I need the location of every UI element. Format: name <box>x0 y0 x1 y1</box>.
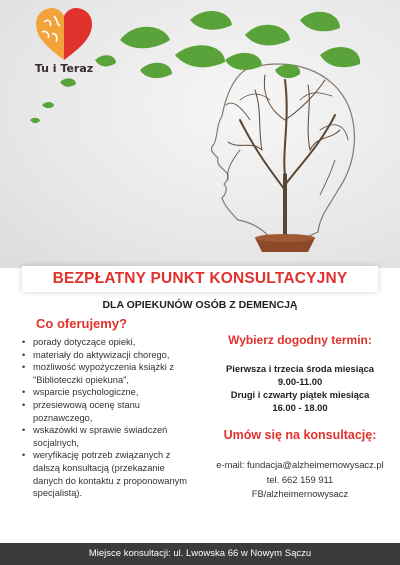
offer-list <box>22 336 194 500</box>
list-item: • możliwość wypożyczenia książki z "Biblioteczki opiekuna", <box>22 361 194 386</box>
contact-info <box>200 458 400 502</box>
schedule-heading: Wybierz dogodny termin: <box>228 333 372 347</box>
list-item: • wsparcie psychologiczne, <box>22 386 194 399</box>
schedule <box>200 362 400 414</box>
offer-heading: Co oferujemy? <box>36 316 128 331</box>
title-banner <box>22 266 378 292</box>
schedule-line-2: Drugi i czwarty piątek miesiąca <box>230 389 370 400</box>
email-text: e-mail: fundacja@alzheimernowysacz.pl <box>216 459 384 470</box>
heart-brain-icon <box>28 4 100 64</box>
hero-image <box>0 0 400 268</box>
list-item: • materiały do aktywizacji chorego, <box>22 349 194 362</box>
schedule-line-1: Pierwsza i trzecia środa miesiąca <box>226 363 374 374</box>
list-item: • weryfikację potrzeb związanych z dalszą konsultacją (przekazanie danych do kontaktu z proponowanym specjalistą). <box>22 449 194 499</box>
list-item: • wskazówki w sprawie świadczeń socjalnych, <box>22 424 194 449</box>
contact-heading: Umów się na konsultację: <box>223 428 377 442</box>
logo-text: Tu i Teraz <box>34 62 94 75</box>
schedule-time-1: 9.00-11.00 <box>277 376 323 387</box>
facebook-text: FB/alzheimernowysacz <box>251 488 349 499</box>
footer-address: Miejsce konsultacji: ul. Lwowska 66 w Nowym Sączu <box>88 548 312 559</box>
list-item: • przesiewową ocenę stanu poznawczego, <box>22 399 194 424</box>
subtitle: DLA OPIEKUNÓW OSÓB Z DEMENCJĄ <box>102 299 298 311</box>
footer <box>0 543 400 565</box>
tree-branches <box>226 75 348 240</box>
schedule-time-2: 16.00 - 18.00 <box>272 402 328 413</box>
phone-text: tel. 662 159 911 <box>266 473 334 485</box>
page-title: BEZPŁATNY PUNKT KONSULTACYJNY <box>52 270 348 287</box>
list-item: • porady dotyczące opieki, <box>22 336 194 349</box>
logo <box>28 4 100 82</box>
